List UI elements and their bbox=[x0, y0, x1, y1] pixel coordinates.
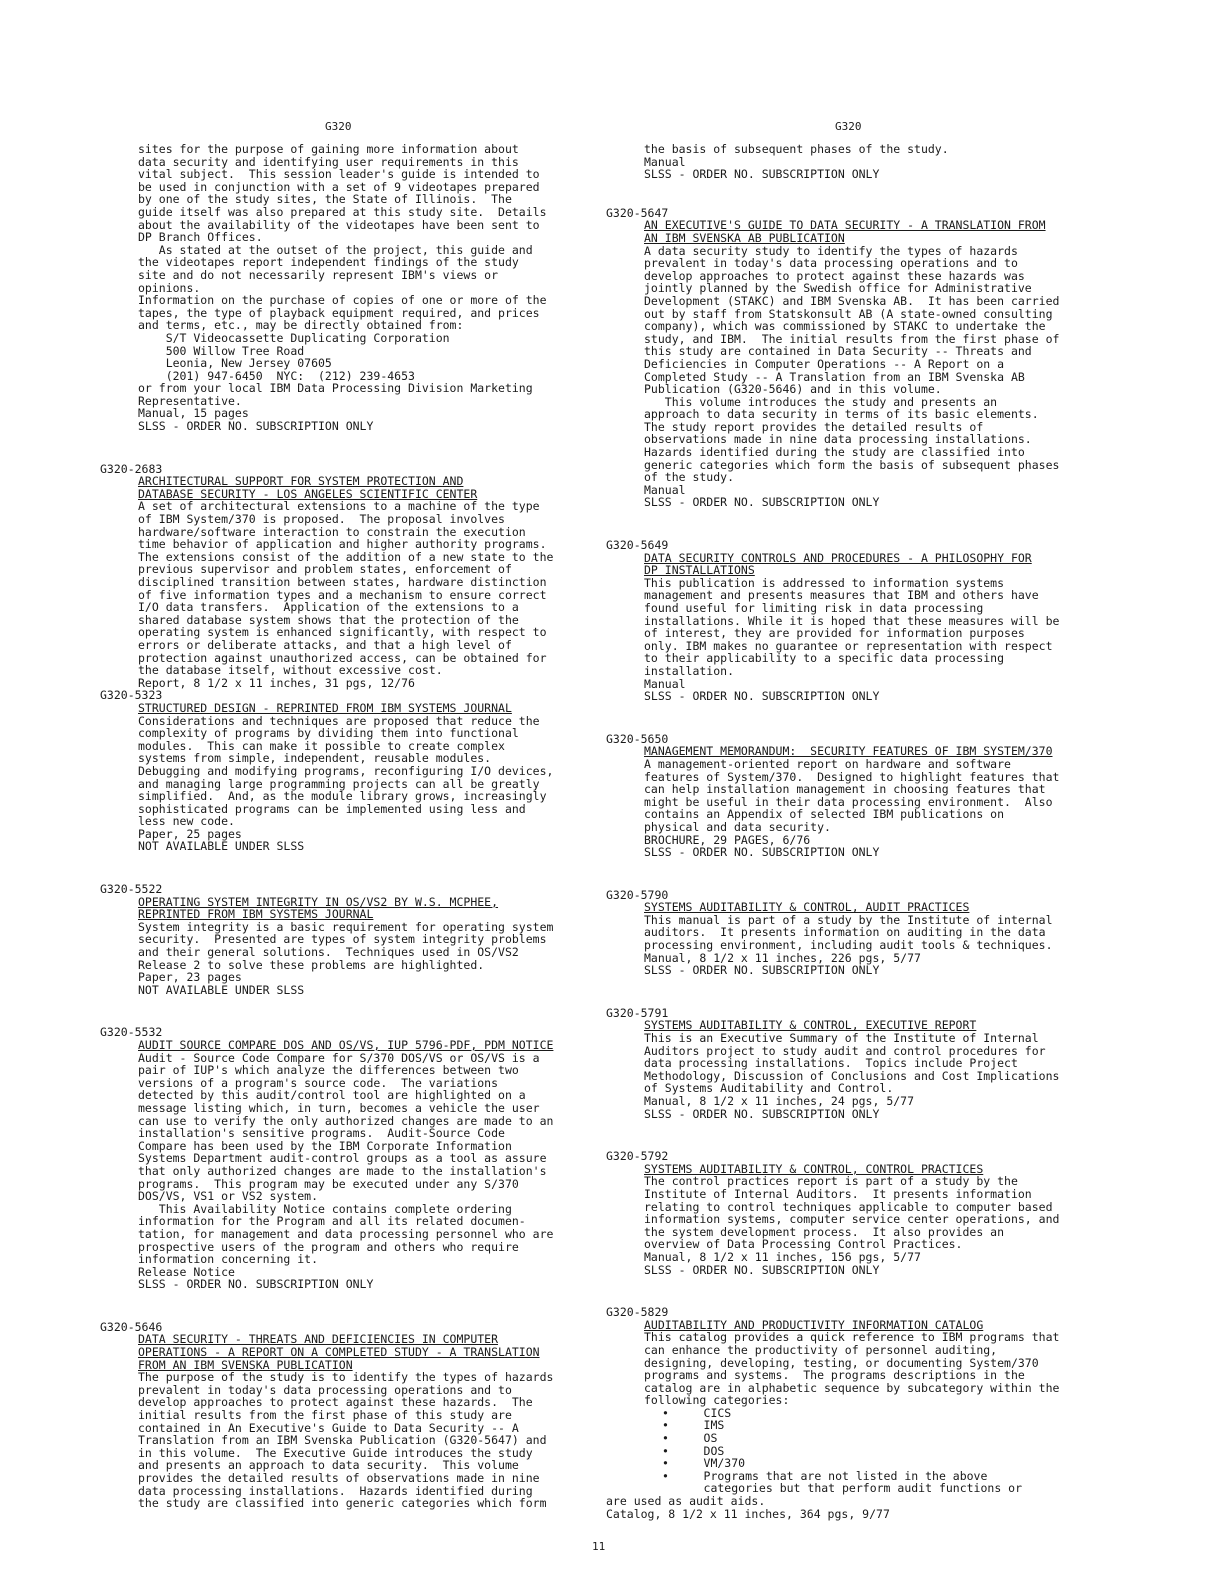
catalog-entry bbox=[606, 1007, 1111, 1120]
left-column bbox=[100, 143, 600, 1510]
catalog-entry bbox=[606, 733, 1111, 859]
catalog-entry bbox=[100, 1321, 600, 1510]
category-bullet-list: • CICS • IMS • OS • DOS • VM/370 • Programs that are not listed in the above categories but that perform audit functions or bbox=[662, 1405, 1023, 1496]
entry-description: Considerations and techniques are proposed that reduce the complexity of programs by dividing them into functional modules. This can make it possible to create complex systems from simple, independent, reusable modules. Debugging and modifying programs, reconfiguring I/O devices, and managing large programming projects can all be greatly simplified. And, as the module library grows, increasingly sophisticated programs can be implemented using less and less new code. Paper, 25 pages NOT AVAILABLE UNDER SLSS bbox=[138, 713, 554, 854]
entry-title: SYSTEMS AUDITABILITY & CONTROL, CONTROL PRACTICES bbox=[644, 1161, 984, 1176]
entry-title: SYSTEMS AUDITABILITY & CONTROL, EXECUTIVE REPORT bbox=[644, 1018, 977, 1033]
catalog-entry bbox=[606, 539, 1111, 703]
document-id: G320-5647 bbox=[606, 205, 669, 220]
document-id: G320-5829 bbox=[606, 1305, 669, 1320]
document-id: G320-2683 bbox=[100, 461, 163, 476]
entry-description: System integrity is a basic requirement for operating system security. Presented are types of system integrity problems and their general solutions. Techniques used in OS/VS2 Release 2 to solve these problems are highlighted. Paper, 23 pages NOT AVAILABLE UNDER SLSS bbox=[138, 919, 554, 997]
entry-description-end: are used as audit aids. Catalog, 8 1/2 x 11 inches, 364 pgs, 9/77 bbox=[606, 1494, 890, 1521]
continued-text: the basis of subsequent phases of the study. Manual SLSS - ORDER NO. SUBSCRIPTION ONLY bbox=[644, 142, 949, 182]
catalog-entry bbox=[606, 1306, 1111, 1520]
document-id: G320-5792 bbox=[606, 1149, 669, 1164]
entry-description: A data security study to identify the types of hazards prevalent in today's data processing operations and to develop approaches to protect against these hazards was jointly planned by the Swedish office for Administrative Development (STAKC) and IBM Svenska AB. It has been carried out by staff from Statskonsult AB (A state-owned consulting company), which was commissioned by STAKC to undertake the study, and IBM. The initial results from the first phase of this study are contained in Data Security -- Threats and Deficiencies in Computer Operations -- A Report on a Completed Study -- A Translation from an IBM Svenska AB Publication (G320-5646) and in this volume. This volume introduces the study and presents an approach to data security in terms of its basic elements. The study report provides the detailed results of observations made in nine data processing installations. Hazards identified during the study are classified into generic categories which form the basis of subsequent phases of the study. Manual SLSS - ORDER NO. SUBSCRIPTION ONLY bbox=[644, 243, 1060, 510]
document-id: G320-5649 bbox=[606, 538, 669, 553]
right-column bbox=[606, 143, 1111, 1520]
entry-title: DATA SECURITY CONTROLS AND PROCEDURES - A PHILOSOPHY FOR DP INSTALLATIONS bbox=[644, 550, 1032, 578]
catalog-entry bbox=[100, 463, 600, 690]
entry-description: This is an Executive Summary of the Institute of Internal Auditors project to study audit and control procedures for data processing installations. Topics include Project Methodology, Discussion of Conclusions and Cost Implications of Systems Auditability and Control. Manual, 8 1/2 x 11 inches, 24 pgs, 5/77 SLSS - ORDER NO. SUBSCRIPTION ONLY bbox=[644, 1031, 1060, 1121]
entry-title: SYSTEMS AUDITABILITY & CONTROL, AUDIT PRACTICES bbox=[644, 900, 970, 915]
entry-description: This manual is part of a study by the Institute of internal auditors. It presents information on auditing in the data processing environment, including audit tools & techniques. Manual, 8 1/2 x 11 inches, 226 pgs, 5/77 SLSS - ORDER NO. SUBSCRIPTION ONLY bbox=[644, 912, 1053, 978]
entry-title: AN EXECUTIVE'S GUIDE TO DATA SECURITY - A TRANSLATION FROM AN IBM SVENSKA AB PUBLICATION bbox=[644, 218, 1046, 245]
catalog-entry bbox=[606, 1150, 1111, 1276]
catalog-entry bbox=[100, 1026, 600, 1290]
catalog-entry bbox=[100, 883, 600, 996]
document-id: G320-5650 bbox=[606, 731, 669, 746]
entry-description: The purpose of the study is to identify the types of hazards prevalent in today's data processing operations and to develop approaches to protect against these hazards. The initial results from the first phase of this study are contained in An Executive's Guide to Data Security -- A Translation from an IBM Svenska Publication (G320-5647) and in this volume. The Executive Guide introduces the study and presents an approach to data security. This volume provides the detailed results of observations made in nine data processing installations. Hazards identified during the study are classified into generic categories which form bbox=[138, 1370, 554, 1511]
entry-description: This publication is addressed to information systems management and presents measures that IBM and others have found useful for limiting risk in data processing installations. While it is hoped that these measures will be of interest, they are provided for information purposes only. IBM makes no guarantee or representation with respect to their applicability to a specific data processing installation. Manual SLSS - ORDER NO. SUBSCRIPTION ONLY bbox=[644, 575, 1060, 704]
entry-title: OPERATING SYSTEM INTEGRITY IN OS/VS2 BY W.S. MCPHEE, REPRINTED FROM IBM SYSTEMS JOURNAL bbox=[138, 894, 499, 922]
entry-title: DATA SECURITY - THREATS AND DEFICIENCIES IN COMPUTER OPERATIONS - A REPORT ON A COMPLETED STUDY - A TRANSLATION FROM AN IBM SVENSKA PUBLICATION bbox=[138, 1332, 540, 1372]
entry-description: A set of architectural extensions to a machine of the type of IBM System/370 is proposed. The proposal involves hardware/software interaction to constrain the execution time behavior of application and higher authority programs. The extensions consist of the addition of a new state to the previous supervisor and problem states, enforcement of disciplined transition between states, hardware distinction of five information types and a mechanism to ensure correct I/O data transfers. Application of the extensions to a shared database system shows that the protection of the operating system is enhanced significantly, with respect to errors or deliberate attacks, and that a high level of protection against unauthorized access, can be obtained for the database itself, without excessive cost. Report, 8 1/2 x 11 inches, 31 pgs, 12/76 bbox=[138, 499, 554, 690]
entry-description: The control practices report is part of a study by the Institute of Internal Auditors. It presents information relating to control techniques applicable to computer based information systems, computer service center operations, and the system development process. It also provides an overview of Data Processing Control Practices. Manual, 8 1/2 x 11 inches, 156 pgs, 5/77 SLSS - ORDER NO. SUBSCRIPTION ONLY bbox=[644, 1174, 1060, 1277]
entry-description: This catalog provides a quick reference to IBM programs that can enhance the productivity of personnel auditing, designing, developing, testing, or documenting System/370 programs and systems. The programs descriptions in the catalog are in alphabetic sequence by subcategory within the following categories: bbox=[644, 1330, 1060, 1408]
document-id: G320-5791 bbox=[606, 1005, 669, 1020]
entry-title: STRUCTURED DESIGN - REPRINTED FROM IBM SYSTEMS JOURNAL bbox=[138, 700, 512, 715]
document-id: G320-5323 bbox=[100, 688, 163, 703]
document-id: G320-5522 bbox=[100, 882, 163, 897]
document-id: G320-5646 bbox=[100, 1319, 163, 1334]
page-number: 11 bbox=[592, 1540, 606, 1553]
entry-title: AUDITABILITY AND PRODUCTIVITY INFORMATION CATALOG bbox=[644, 1317, 984, 1332]
entry-title: MANAGEMENT MEMORANDUM: SECURITY FEATURES OF IBM SYSTEM/370 bbox=[644, 744, 1053, 759]
catalog-entry bbox=[606, 889, 1111, 977]
entry-title: ARCHITECTURAL SUPPORT FOR SYSTEM PROTECTION AND DATABASE SECURITY - LOS ANGELES SCIENTIFIC CENTER bbox=[138, 474, 478, 501]
entry-description: Audit - Source Code Compare for S/370 DOS/VS or OS/VS is a pair of IUP's which analyze the differences between two versions of a program's source code. The variations detected by this audit/control tool are highlighted on a message listing which, in turn, becomes a vehicle the user can use to verify the only authorized changes are made to an installation's sensitive programs. Audit-Source Code Compare has been used by the IBM Corporate Information Systems Department audit-control groups as a tool as assure that only authorized changes are made to the installation's programs. This program may be executed under any S/370 DOS/VS, VS1 or VS2 system. This Availability Notice contains complete ordering information for the Program and all its related documen- tation, for management and data processing personnel who are prospective users of the program and others who require information concerning it. Release Notice SLSS - ORDER NO. SUBSCRIPTION ONLY bbox=[138, 1050, 554, 1292]
entry-title: AUDIT SOURCE COMPARE DOS AND OS/VS, IUP 5796-PDF, PDM NOTICE bbox=[138, 1038, 554, 1052]
document-id: G320-5790 bbox=[606, 887, 669, 902]
page-header-left: G320 bbox=[325, 120, 352, 133]
page-header-right: G320 bbox=[835, 120, 862, 133]
document-id: G320-5532 bbox=[100, 1025, 163, 1040]
entry-description: A management-oriented report on hardware and software features of System/370. Designed to highlight features that can help installation management in choosing features that might be useful in their data processing environment. Also contains an Appendix of selected IBM publications on physical and data security. BROCHURE, 29 PAGES, 6/76 SLSS - ORDER NO. SUBSCRIPTION ONLY bbox=[644, 756, 1060, 860]
catalog-entry bbox=[606, 207, 1111, 509]
catalog-entry bbox=[100, 689, 600, 853]
continued-text: sites for the purpose of gaining more information about data security and identifying user requirements in this vital subject. This session leader's guide is intended to be used in conjunction with a set of 9 videotapes prepared by one of the study sites, the State of Illinois. The guide itself was also prepared at this study site. Details about the availability of the videotapes have been sent to DP Branch Offices. As stated at the outset of the project, this guide and the videotapes report independent findings of the study site and do not necessarily represent IBM's views or opinions. Information on the purchase of copies of one or more of the tapes, the type of playback equipment required, and prices and terms, etc., may be directly obtained from: S/T Videocassette Duplicating Corporation 500 Willow Tree Road Leonia, New Jersey 07605 (201) 947-6450 NYC: (212) 239-4653 or from your local IBM Data Processing Division Marketing Representative. Manual, 15 pages SLSS - ORDER NO. SUBSCRIPTION ONLY bbox=[138, 142, 547, 434]
